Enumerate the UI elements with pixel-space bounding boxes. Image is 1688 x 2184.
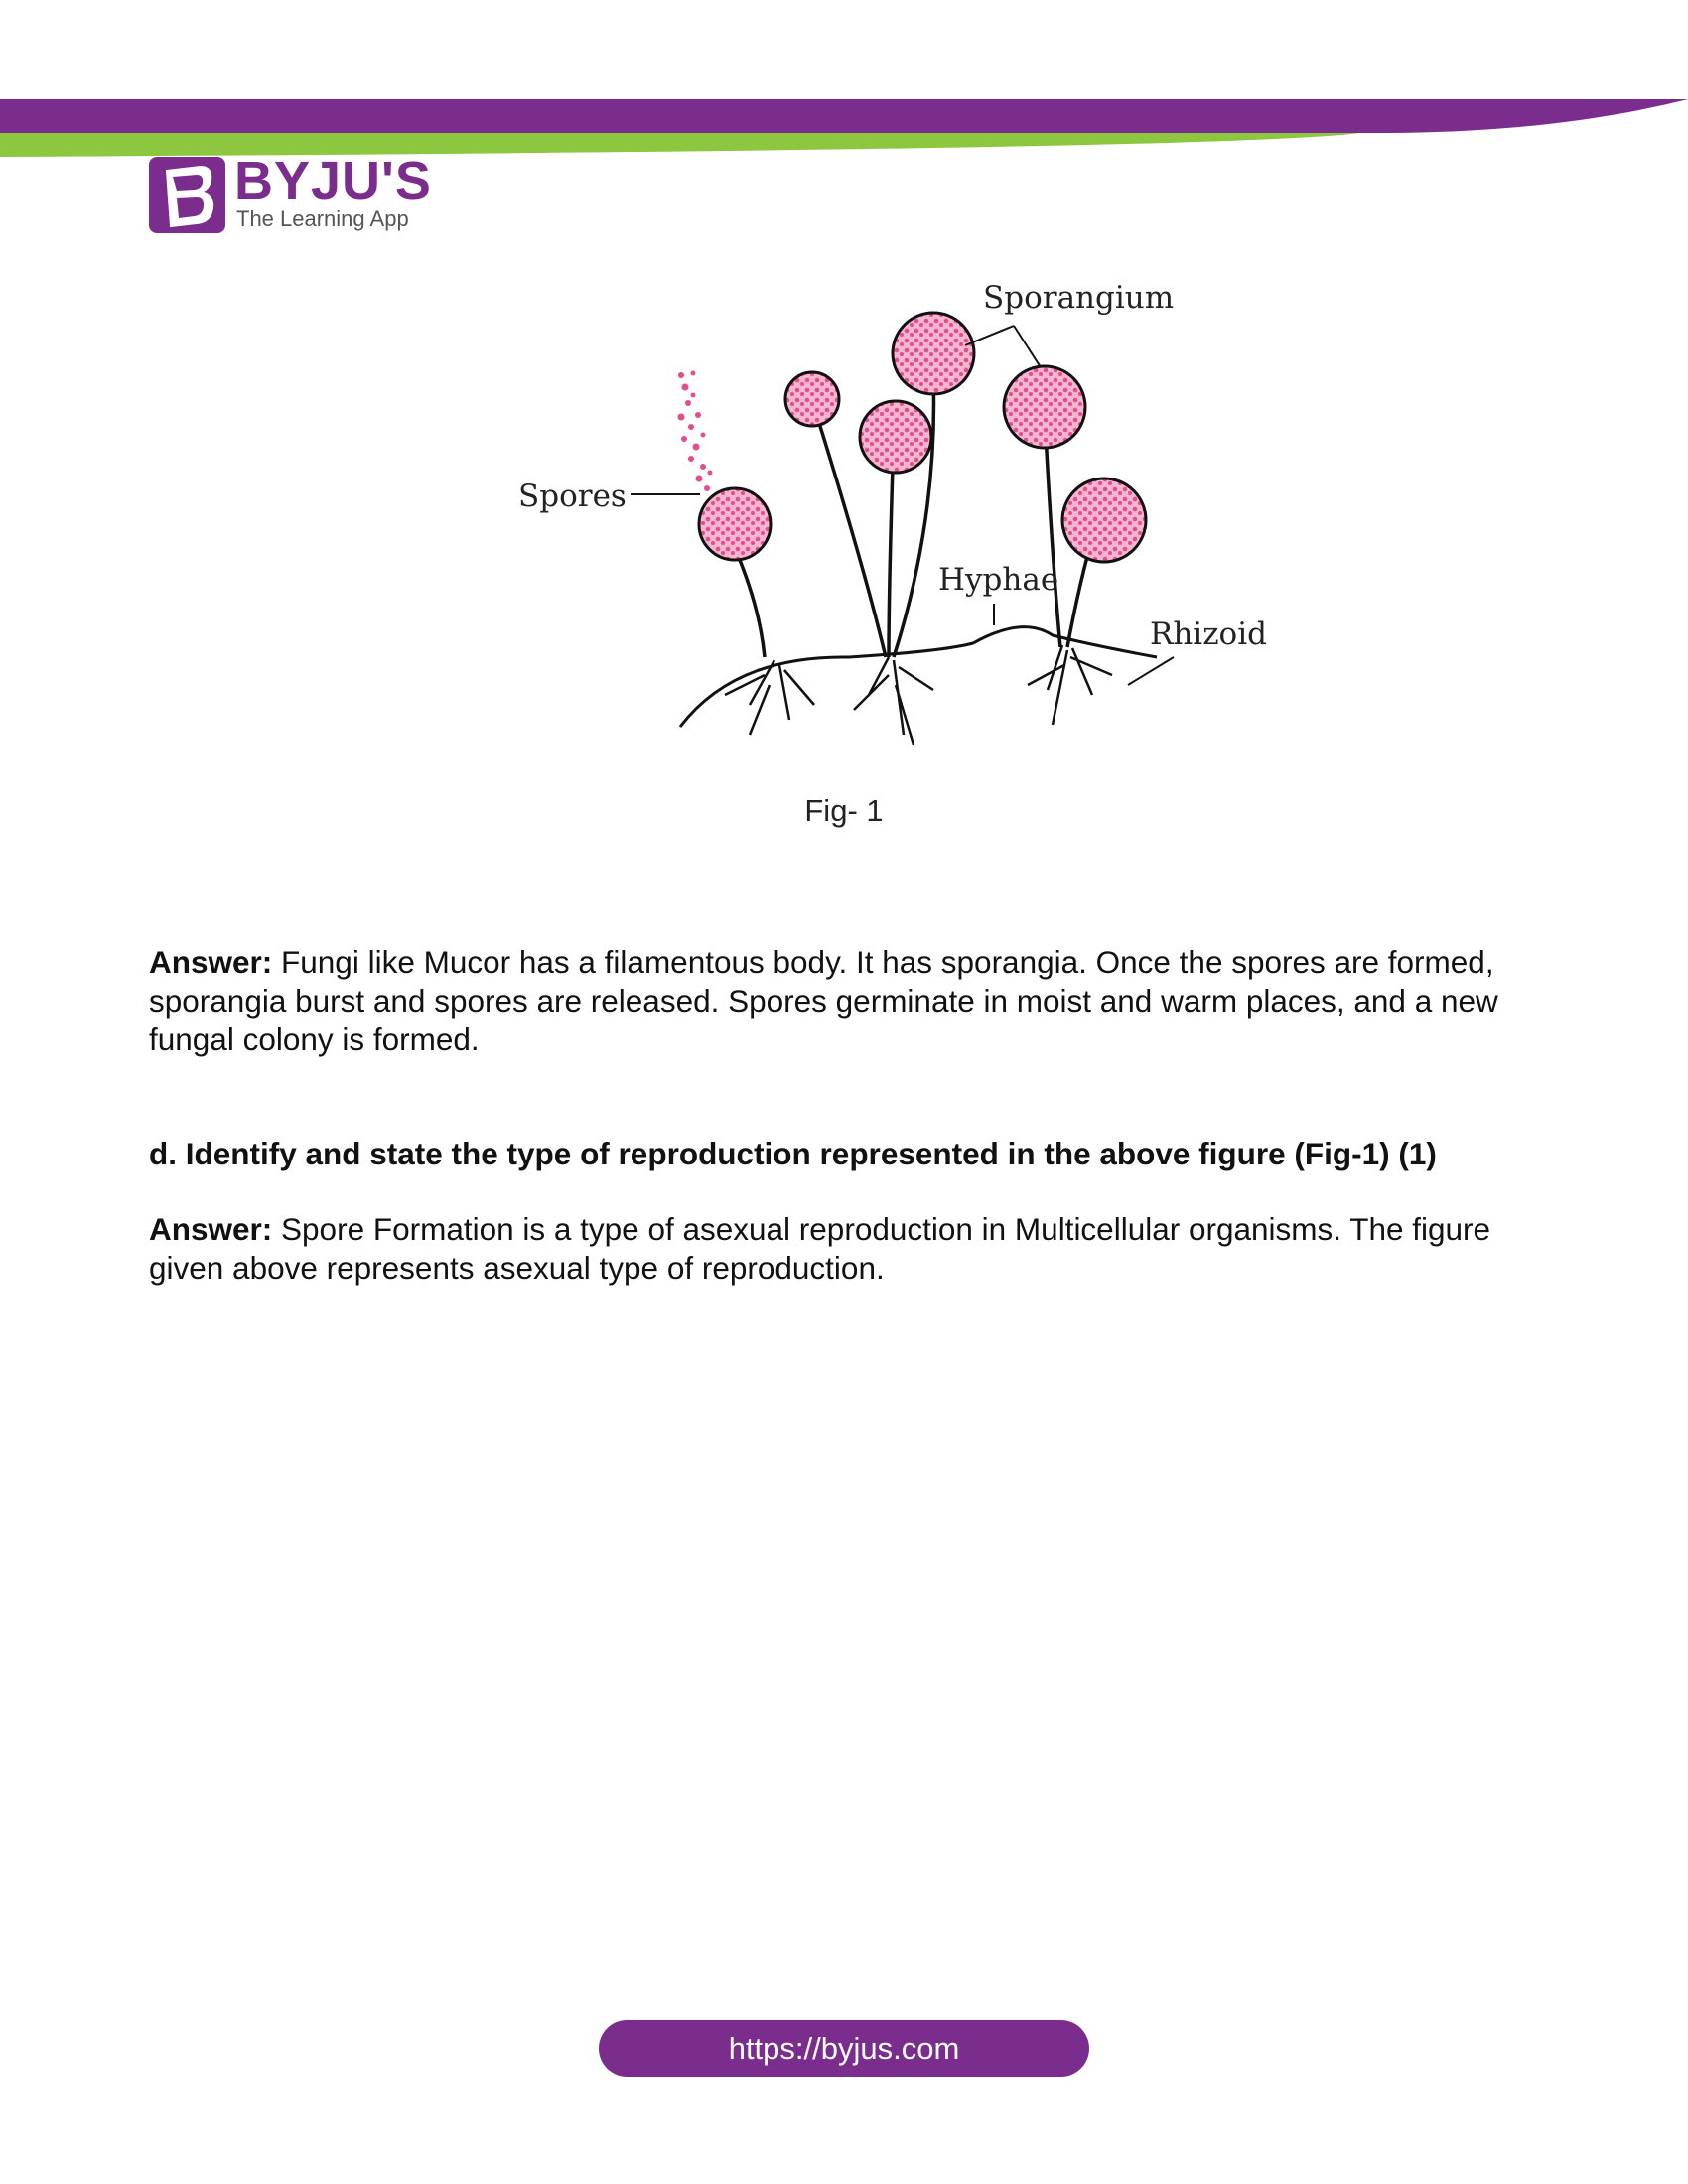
question-d: d. Identify and state the type of reproduction represented in the above figure (Fig-1) (1) <box>149 1136 1437 1171</box>
mucor-diagram <box>496 268 1291 764</box>
byjus-logo <box>149 151 447 236</box>
answer-label: Answer: <box>149 1211 273 1247</box>
label-spores: Spores <box>518 478 627 514</box>
rhizoid-cluster-1 <box>725 660 814 735</box>
sporangium <box>785 372 839 426</box>
sporangium <box>699 488 771 560</box>
figure-caption: Fig- 1 <box>804 793 884 828</box>
rhizoid-cluster-3 <box>1028 645 1112 725</box>
sporangium <box>1062 478 1146 562</box>
sporangium <box>893 313 974 394</box>
logo-wordmark: BYJU'S <box>234 151 432 210</box>
header-band <box>0 0 1688 169</box>
released-spores <box>678 371 713 492</box>
header-purple-band <box>0 99 1688 133</box>
sporangium <box>1004 366 1085 448</box>
logo-tagline: The Learning App <box>236 206 409 231</box>
logo-mark-icon <box>149 157 225 233</box>
label-rhizoid: Rhizoid <box>1150 616 1267 652</box>
label-sporangium: Sporangium <box>983 280 1175 316</box>
answer-label: Answer: <box>149 944 273 980</box>
sporangium <box>860 401 931 473</box>
answer-paragraph-1 <box>149 943 1539 1059</box>
answer-text: Spore Formation is a type of asexual reproduction in Multicellular organisms. The figure given above represents asexual type of reproduction. <box>149 1211 1491 1286</box>
answer-paragraph-2 <box>149 1210 1539 1288</box>
answer-text: Fungi like Mucor has a filamentous body. It has sporangia. Once the spores are formed, sporangia burst and spores are released. Spores germinate in moist and warm places, and a new fungal colony is formed. <box>149 944 1498 1057</box>
footer-url-link[interactable]: https://byjus.com <box>599 2020 1089 2077</box>
label-hyphae: Hyphae <box>938 562 1059 598</box>
rhizoid-cluster-2 <box>854 657 933 745</box>
